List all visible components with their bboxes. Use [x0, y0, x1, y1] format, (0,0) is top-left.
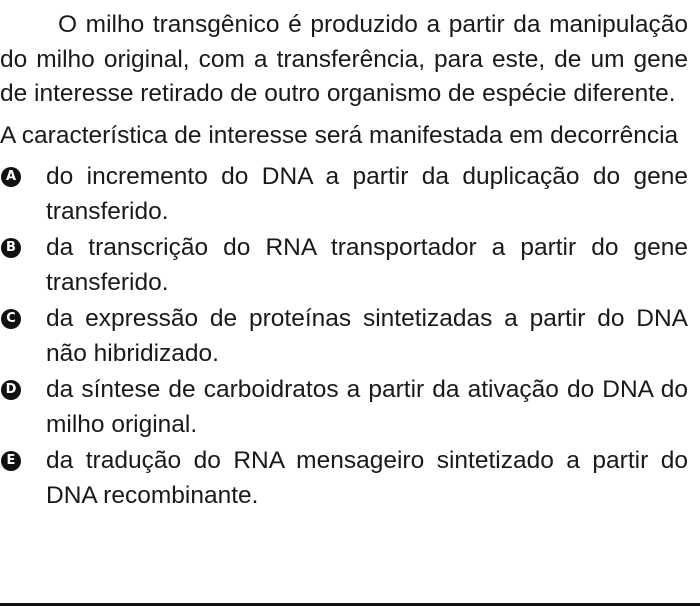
option-a[interactable]	[0, 160, 688, 229]
option-b-text: da transcrição do RNA transportador a partir do gene transferido.	[46, 234, 688, 296]
option-e-letter-badge: E	[1, 451, 21, 471]
question-block	[0, 8, 688, 515]
option-e[interactable]	[0, 444, 688, 513]
option-b[interactable]	[0, 231, 688, 300]
question-stem-paragraph-2: A característica de interesse será manifestada em decorrência	[0, 121, 679, 149]
option-e-text: da tradução do RNA mensageiro sintetizado a partir do DNA recombinante.	[46, 447, 688, 509]
answer-options	[0, 160, 688, 513]
option-c-letter-badge: C	[1, 309, 21, 329]
option-b-letter-badge: B	[1, 238, 21, 258]
option-c[interactable]	[0, 302, 688, 371]
question-stem-paragraph-1: O milho transgênico é produzido a partir da manipulação do milho original, com a transferência, para este, de um gene de interesse retirado de outro organismo de espécie diferente.	[0, 11, 688, 107]
option-d-letter-badge: D	[1, 380, 21, 400]
option-c-text: da expressão de proteínas sintetizadas a partir do DNA não hibridizado.	[46, 305, 688, 367]
option-d-text: da síntese de carboidratos a partir da ativação do DNA do milho original.	[46, 376, 688, 438]
option-a-text: do incremento do DNA a partir da duplicação do gene transferido.	[46, 163, 688, 225]
bottom-divider	[0, 603, 700, 606]
option-d[interactable]	[0, 373, 688, 442]
option-a-letter-badge: A	[1, 167, 21, 187]
